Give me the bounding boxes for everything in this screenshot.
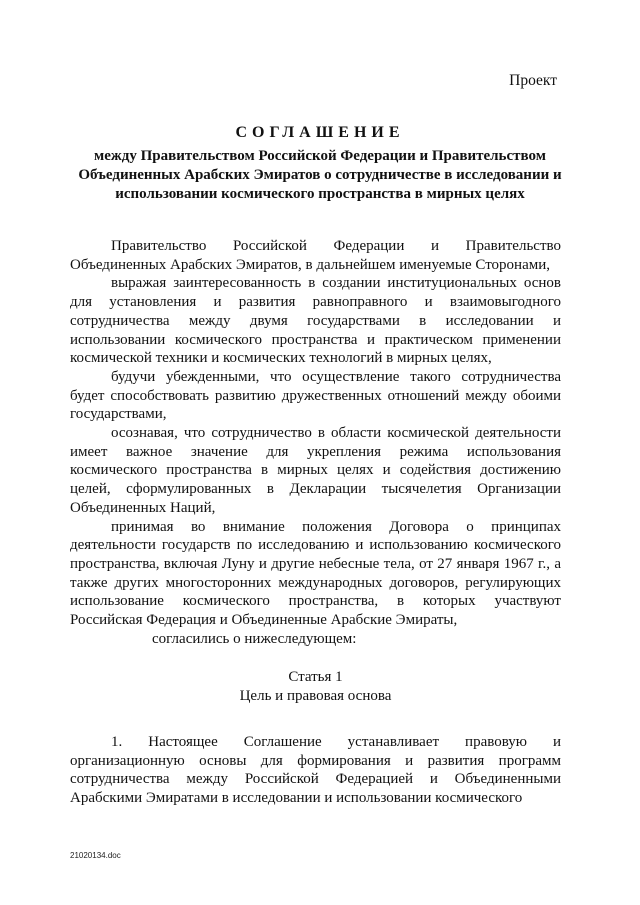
article-heading: Цель и правовая основа bbox=[239, 688, 392, 705]
document-title: СОГЛАШЕНИЕ bbox=[235, 124, 405, 141]
document-subtitle: между Правительством Российской Федерации и Правительством Объединенных Арабских Эмиратов о сотрудничестве в исследовании и использовании космического пространства в мирных целях bbox=[78, 148, 562, 202]
document-body bbox=[70, 237, 561, 808]
preamble-awareness: осознавая, что сотрудничество в области космической деятельности имеет важное значение для укрепления режима использования космического пространства в мирных целях и содействия достижению целей, сформулированных в Декларации тысячелетия Организации Объединенных Наций, bbox=[70, 425, 561, 516]
article-1-paragraph-1: 1. Настоящее Соглашение устанавливает правовую и организационную основы для формирования и развития программ сотрудничества между Российской Федерацией и Объединенными Арабскими Эмиратами в исследовании и использовании космического bbox=[70, 733, 561, 806]
preamble-interest: выражая заинтересованность в создании институциональных основ для установления и развития равноправного и взаимовыгодного сотрудничества между двумя государствами в исследовании и использовании космического пространства и практическом применении космической техники и космических технологий в мирных целях, bbox=[70, 275, 561, 367]
preamble-parties: Правительство Российской Федерации и Правительство Объединенных Арабских Эмиратов, в дальнейшем именуемые Сторонами, bbox=[70, 238, 561, 273]
preamble-conviction: будучи убежденными, что осуществление такого сотрудничества будет способствовать развитию дружественных отношений между обоими государствами, bbox=[70, 368, 561, 423]
article-1-paragraph-block bbox=[70, 733, 561, 808]
preamble-agreed: согласились о нижеследующем: bbox=[152, 630, 357, 647]
file-code-footer: 21020134.doc bbox=[70, 851, 121, 860]
project-label: Проект bbox=[509, 72, 557, 89]
article-number: Статья 1 bbox=[288, 669, 343, 686]
article-1 bbox=[70, 668, 561, 705]
preamble-treaty: принимая во внимание положения Договора о принципах деятельности государств по исследованию и использованию космического пространства, включая Луну и другие небесные тела, от 27 января 1967 г., а также других многосторонних международных договоров, регулирующих использование космического пространства, в которых участвуют Российская Федерация и Объединенные Арабские Эмираты, bbox=[70, 518, 561, 629]
